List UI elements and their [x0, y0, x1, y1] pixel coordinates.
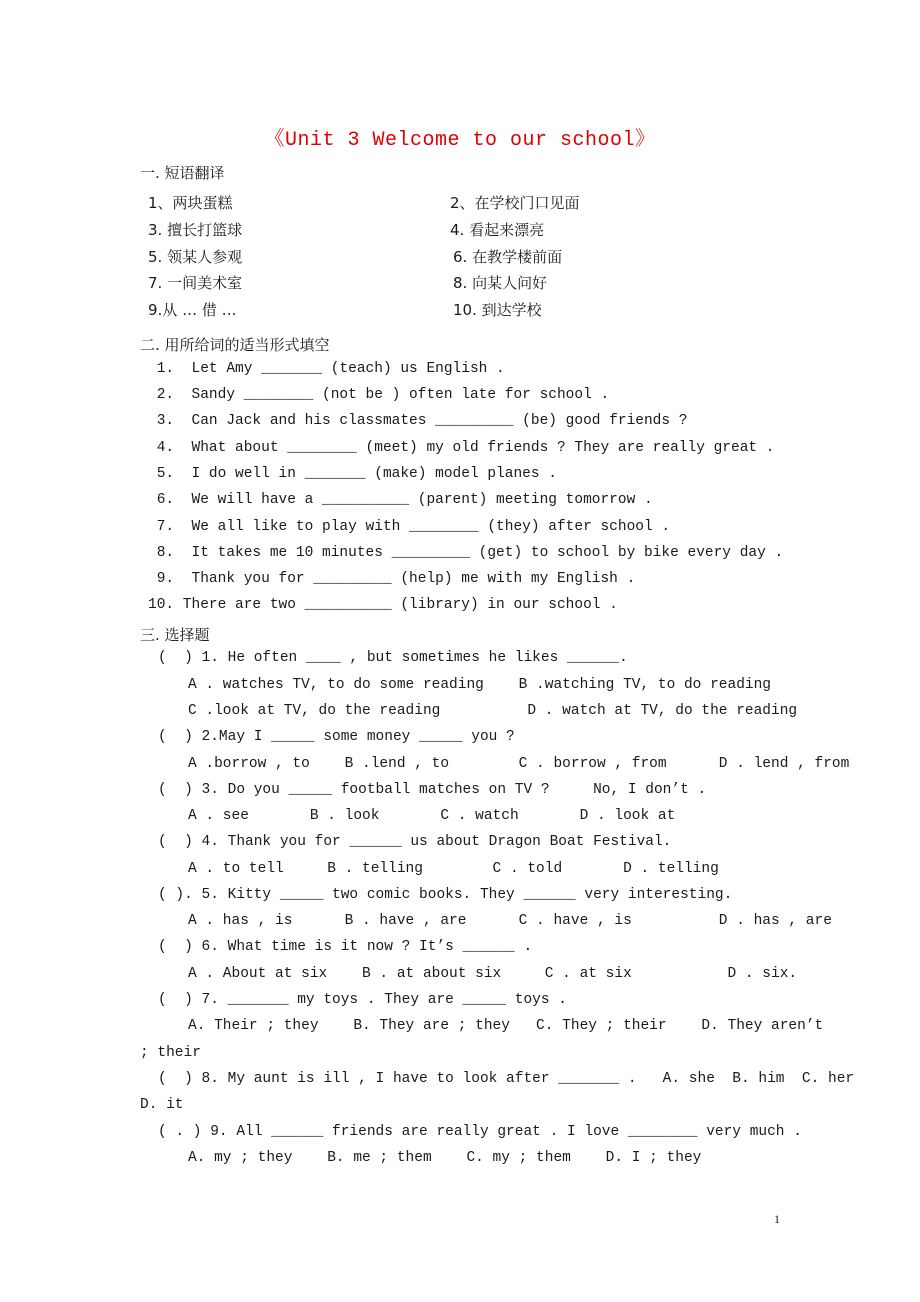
phrase-item: 6. 在教学楼前面: [453, 248, 563, 266]
phrase-item: 9.从 … 借 …: [148, 301, 237, 319]
choice-question: ( ). 5. Kitty _____ two comic books. They ______ very interesting.: [158, 887, 733, 903]
phrase-item: 10. 到达学校: [453, 301, 542, 319]
fill-blank-item: 4. What about ________ (meet) my old friends ? They are really great .: [148, 440, 775, 456]
phrase-item: 8. 向某人问好: [453, 274, 548, 292]
choice-question: ( . ) 9. All ______ friends are really great . I love ________ very much .: [158, 1124, 802, 1140]
fill-blank-item: 8. It takes me 10 minutes _________ (get) to school by bike every day .: [148, 545, 784, 561]
phrase-item: 7. 一间美术室: [148, 274, 243, 292]
phrase-item: 5. 领某人参观: [148, 248, 243, 266]
choice-question: ( ) 1. He often ____ , but sometimes he likes ______.: [158, 650, 628, 666]
choice-options: A . About at six B . at about six C . at six D . six.: [188, 966, 798, 982]
choice-question: ( ) 6. What time is it now ? It’s ______ .: [158, 939, 533, 955]
fill-blank-item: 6. We will have a __________ (parent) meeting tomorrow .: [148, 492, 653, 508]
fill-blank-item: 5. I do well in _______ (make) model planes .: [148, 466, 557, 482]
fill-blank-item: 10. There are two __________ (library) in our school .: [148, 597, 618, 613]
choice-options: A. Their ; they B. They are ; they C. They ; their D. They aren’t: [188, 1018, 824, 1034]
choice-question: ( ) 3. Do you _____ football matches on TV ? No, I don’t .: [158, 782, 707, 798]
page-title: 《Unit 3 Welcome to our school》: [264, 129, 656, 152]
phrase-item: 1、两块蛋糕: [148, 194, 233, 212]
choice-options: A. my ; they B. me ; them C. my ; them D. I ; they: [188, 1150, 702, 1166]
fill-blank-item: 2. Sandy ________ (not be ) often late for school .: [148, 387, 610, 403]
choice-options: A . see B . look C . watch D . look at: [188, 808, 676, 824]
fill-blank-item: 7. We all like to play with ________ (they) after school .: [148, 519, 671, 535]
phrase-item: 3. 擅长打篮球: [148, 221, 243, 239]
choice-question: ( ) 4. Thank you for ______ us about Dragon Boat Festival.: [158, 834, 672, 850]
choice-question: ( ) 7. _______ my toys . They are _____ toys .: [158, 992, 567, 1008]
page-number: 1: [774, 1212, 780, 1226]
choice-options: A .borrow , to B .lend , to C . borrow , from D . lend , from: [188, 756, 850, 772]
choice-options: C .look at TV, do the reading D . watch at TV, do the reading: [188, 703, 798, 719]
section-2-heading: 二. 用所给词的适当形式填空: [140, 336, 330, 354]
choice-question: ( ) 2.May I _____ some money _____ you ?: [158, 729, 515, 745]
choice-options-continued: D. it: [140, 1097, 184, 1113]
section-1-heading: 一. 短语翻译: [140, 164, 225, 182]
phrase-item: 2、在学校门口见面: [450, 194, 580, 212]
fill-blank-item: 3. Can Jack and his classmates _________ (be) good friends ?: [148, 413, 688, 429]
fill-blank-item: 1. Let Amy _______ (teach) us English .: [148, 361, 505, 377]
section-3-heading: 三. 选择题: [140, 626, 210, 644]
choice-options: A . watches TV, to do some reading B .watching TV, to do reading: [188, 677, 771, 693]
fill-blank-item: 9. Thank you for _________ (help) me with my English .: [148, 571, 636, 587]
choice-question: ( ) 8. My aunt is ill , I have to look after _______ . A. she B. him C. her: [158, 1071, 855, 1087]
choice-options: A . has , is B . have , are C . have , is D . has , are: [188, 913, 832, 929]
choice-options: A . to tell B . telling C . told D . telling: [188, 861, 719, 877]
phrase-item: 4. 看起来漂亮: [450, 221, 545, 239]
choice-options-continued: ; their: [140, 1045, 201, 1061]
